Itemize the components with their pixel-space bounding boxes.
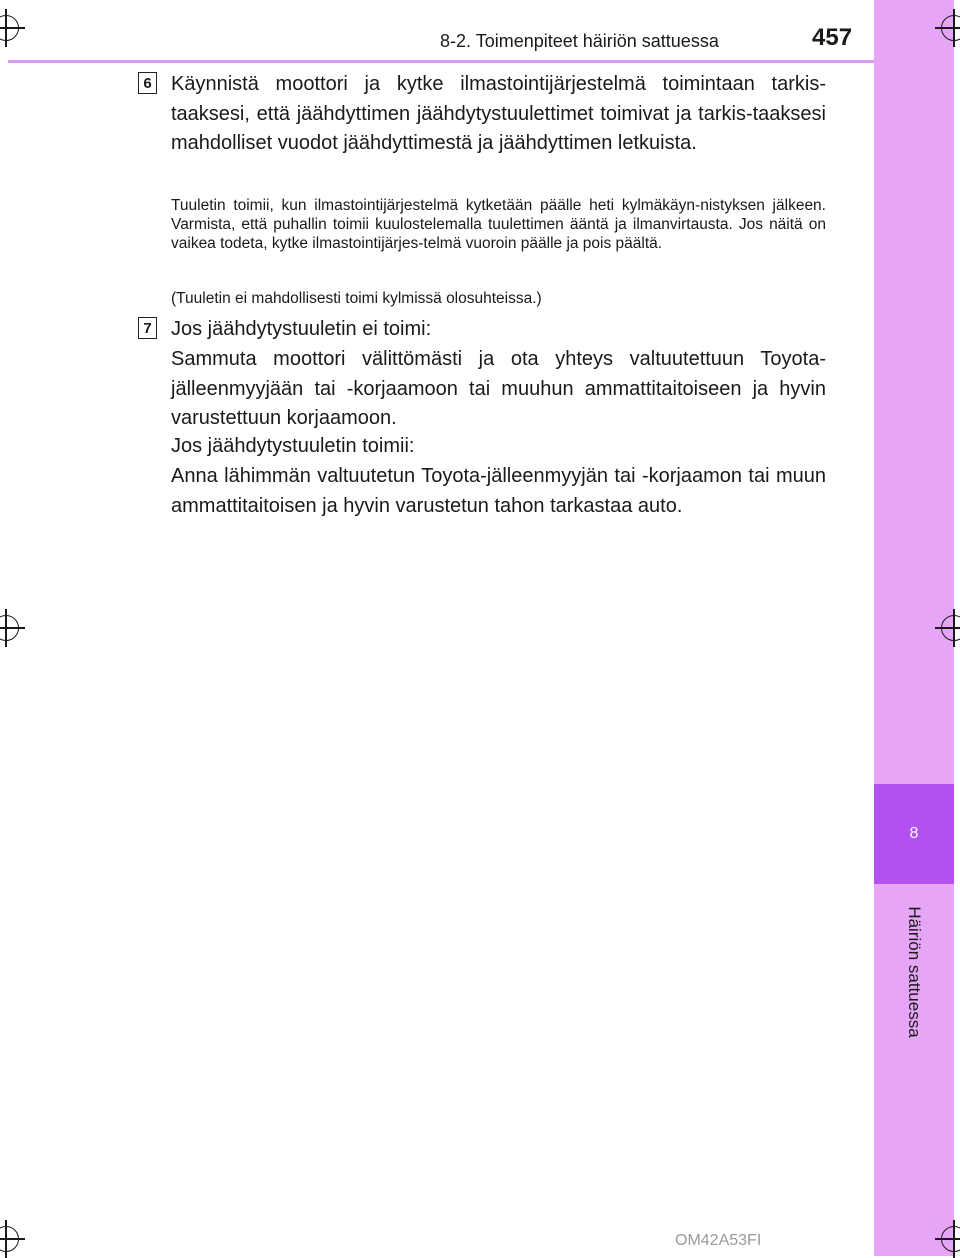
step-7-badge: 7	[138, 317, 157, 339]
footer-watermark: OM42A53FI	[675, 1232, 762, 1249]
page-number: 457	[812, 24, 853, 51]
step-6-text: Käynnistä moottori ja kytke ilmastointijärjestelmä toimintaan tarkis-taaksesi, että jäähdyttimen jäähdytystuulettimet toimivat ja tarkis-taaksesi mahdolliset vuodot jäähdyttimestä ja jäähdyttimen letkuista.	[171, 73, 826, 154]
step-7-action-1: Sammuta moottori välittömästi ja ota yhteys valtuutettuun Toyota-jälleenmyyjään tai -korjaamoon tai muuhun ammattitaitoiseen ja hyvin varustettuun korjaamoon.	[171, 348, 826, 429]
registration-mark-icon	[941, 15, 960, 41]
chapter-number-tab	[874, 784, 954, 884]
header-divider	[8, 60, 874, 63]
registration-mark-icon	[0, 1226, 19, 1252]
step-6-badge: 6	[138, 72, 157, 94]
step-7-condition-1: Jos jäähdytystuuletin ei toimi:	[171, 318, 432, 340]
step-7-condition-2: Jos jäähdytystuuletin toimii:	[171, 435, 415, 457]
chapter-number: 8	[909, 825, 919, 842]
registration-mark-icon	[941, 615, 960, 641]
registration-mark-icon	[0, 15, 19, 41]
registration-mark-icon	[0, 615, 19, 641]
step-6-note-cold: (Tuuletin ei mahdollisesti toimi kylmissä olosuhteissa.)	[171, 290, 542, 307]
chapter-label: Häiriön sattuessa	[905, 906, 924, 1038]
registration-mark-icon	[941, 1226, 960, 1252]
step-7-action-2: Anna lähimmän valtuutetun Toyota-jälleenmyyjän tai -korjaamon tai muun ammattitaitoisen ja hyvin varustetun tahon tarkastaa auto.	[171, 465, 826, 517]
step-6-note: Tuuletin toimii, kun ilmastointijärjestelmä kytketään päälle heti kylmäkäyn-nistyksen jälkeen. Varmista, että puhallin toimii kuulostelemalla tuulettimen ääntä ja ilmanvirtausta. Jos näitä on vaikea todeta, kytke ilmastointijärjes-telmä vuoroin päälle ja pois päältä.	[171, 197, 826, 252]
section-title: 8-2. Toimenpiteet häiriön sattuessa	[440, 31, 719, 51]
